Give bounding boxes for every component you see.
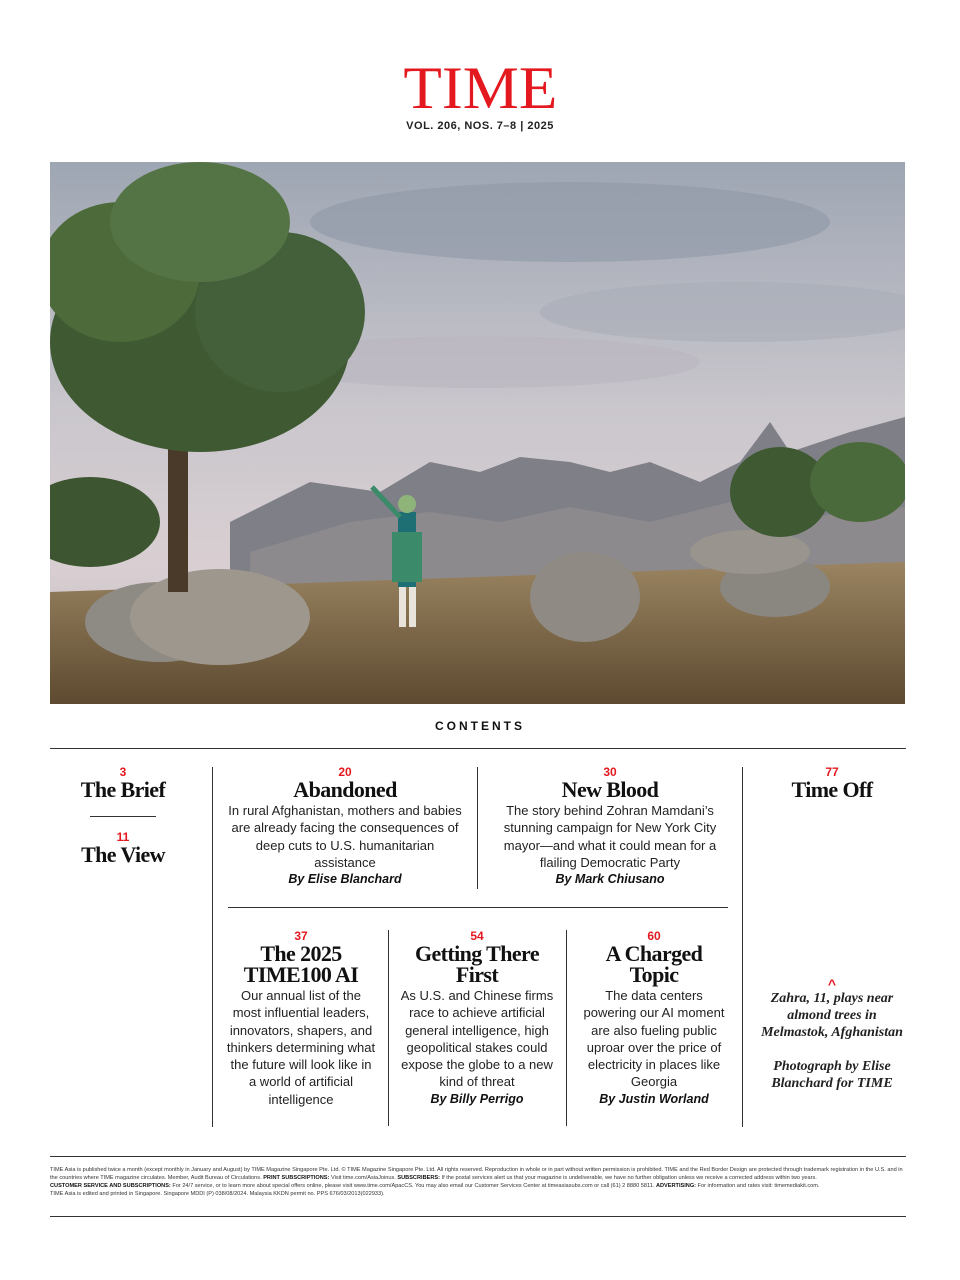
contents-heading: CONTENTS [435, 719, 525, 733]
fine-print-text: Visit time.com/AsiaJoinus. [330, 1175, 396, 1181]
entry-byline: By Billy Perrigo [430, 1091, 524, 1106]
entry-title-line2: TIME100 AI [243, 962, 359, 987]
entry-title-line2: Topic [629, 962, 679, 987]
fine-print-bottom-rule [50, 1216, 906, 1217]
entry-the-brief[interactable] [62, 765, 184, 800]
entry-description: The story behind Zohran Mamdani’s stunning campaign for New York City mayor—and what it could mean for a flailing Democratic Party [503, 803, 717, 870]
entry-title [400, 943, 554, 985]
entry-abandoned[interactable] [226, 765, 464, 888]
caret-up-icon: ^ [827, 976, 837, 992]
page-number: 30 [603, 765, 617, 779]
entry-title [226, 943, 376, 985]
entry-title: Abandoned [293, 777, 397, 802]
page-number: 11 [116, 830, 130, 844]
entry-description: The data centers powering our AI moment are also fueling public uproar over the price of electricity in places like Georgia [583, 988, 725, 1090]
publication-fine-print [50, 1166, 906, 1198]
entry-getting-there-first[interactable] [400, 929, 554, 1108]
column-rule-bottom-1 [388, 930, 389, 1126]
entry-title: New Blood [561, 777, 659, 802]
issue-info: VOL. 206, NOS. 7–8 | 2025 [406, 120, 554, 132]
fine-print-text: If the postal services alert us that your magazine is undeliverable, we have no further obligation unless we receive a corrected address within two years. [441, 1175, 817, 1181]
photo-credit: Photograph by Elise Blanchard for TIME [771, 1059, 893, 1091]
caption-text: Zahra, 11, plays near almond trees in Melmastok, Afghanistan [761, 991, 903, 1040]
fine-print-label: PRINT SUBSCRIPTIONS: [263, 1175, 330, 1181]
fine-print-top-rule [50, 1156, 906, 1157]
page-number: 54 [470, 929, 484, 943]
mid-horizontal-rule [228, 907, 728, 908]
entry-title [580, 943, 728, 985]
fine-print-label: ADVERTISING: [655, 1183, 697, 1189]
fine-print-label: CUSTOMER SERVICE AND SUBSCRIPTIONS: [50, 1183, 171, 1189]
entry-time100-ai[interactable] [226, 929, 376, 1108]
entry-title-line1: The 2025 [260, 941, 342, 966]
entry-title: The View [81, 842, 165, 867]
entry-new-blood[interactable] [490, 765, 730, 888]
fine-print-text: For information and rates visit: timemediakit.com. [697, 1183, 820, 1189]
column-rule-middle [477, 767, 478, 889]
entry-byline: By Justin Worland [599, 1091, 709, 1106]
time-logo: TIME [403, 55, 557, 121]
contents-top-rule [50, 748, 906, 749]
fine-print-line1: TIME Asia is published twice a month (except monthly in January and August) by TIME Magazine Singapore Pte. Ltd. © TIME Magazine Singapore Pte. Ltd. All rights reserved. Reproduction in whole or in part without written permission is prohibited. TIME and the Red Border Design are protected through trademark registration in the U.S. and in the countries where TIME magazine circulates. Member, Audit Bureau of Circulations. [50, 1167, 903, 1181]
entry-description: In rural Afghanistan, mothers and babies are already facing the consequences of deep cuts to U.S. humanitarian assistance [228, 803, 462, 870]
column-rule-right [742, 767, 743, 1127]
left-column-divider [90, 816, 156, 817]
entry-title-line1: Getting There [415, 941, 539, 966]
page-number: 37 [294, 929, 308, 943]
fine-print-text: For 24/7 service, or to learn more about special offers online, please visit www.time.com/ApacCS. You may also email our Customer Services Center at timeasiasubs.com or call (61) 2 8880 5811. [172, 1183, 655, 1189]
column-rule-bottom-2 [566, 930, 567, 1126]
masthead [0, 55, 960, 132]
entry-a-charged-topic[interactable] [580, 929, 728, 1108]
page-number: 77 [825, 765, 839, 779]
entry-title-line1: A Charged [605, 941, 703, 966]
page-number: 3 [119, 765, 127, 779]
entry-title: Time Off [791, 777, 873, 802]
photo-caption [752, 978, 912, 1092]
entry-byline: By Mark Chiusano [555, 872, 665, 887]
fine-print-line4: TIME Asia is edited and printed in Singapore. Singapore MDDI (P) 038/08/2024. Malaysia KKDN permit no. PPS 676/03/2013(022933). [50, 1191, 385, 1197]
column-rule-left [212, 767, 213, 1127]
fine-print-label: SUBSCRIBERS: [397, 1175, 440, 1181]
entry-the-view[interactable] [62, 830, 184, 865]
entry-description: As U.S. and Chinese firms race to achieve artificial general intelligence, high geopolitical stakes could expose the globe to a new kind of threat [400, 988, 554, 1090]
landscape-illustration [50, 162, 905, 704]
entry-title: The Brief [80, 777, 166, 802]
page-number: 60 [647, 929, 661, 943]
entry-time-off[interactable] [758, 765, 906, 800]
entry-description: Our annual list of the most influential leaders, innovators, shapers, and thinkers determining what the future will look like in a world of artificial intelligence [226, 988, 376, 1107]
entry-byline: By Elise Blanchard [288, 872, 402, 887]
entry-title-line2: First [455, 962, 499, 987]
cover-photo [50, 162, 905, 704]
page-number: 20 [338, 765, 352, 779]
